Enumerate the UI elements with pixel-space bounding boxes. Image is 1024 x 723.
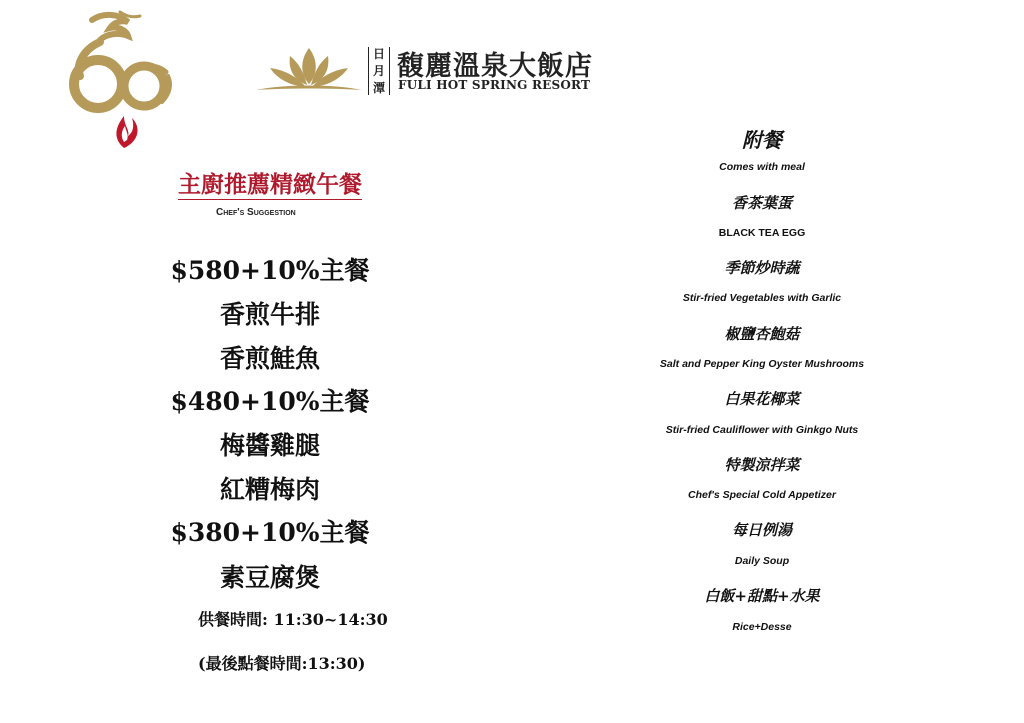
main-dish-item: 香煎牛排 [219,300,320,329]
side-dish-english: Stir-fried Vegetables with Garlic [682,292,842,304]
side-dish-english: Stir-fried Cauliflower with Ginkgo Nuts [665,424,859,436]
brand-name-english: FULI HOT SPRING RESORT [398,78,591,92]
dragon-emblem-icon [62,6,184,152]
main-dish-item: 紅糟梅肉 [219,475,320,504]
side-dish-name: 香茶葉蛋 [731,194,792,212]
side-dish-name: 白果花椰菜 [724,390,800,408]
last-order-time: (最後點餐時間:13:30) [198,654,366,673]
sides-heading: 附餐 [742,128,782,152]
side-dish-english: BLACK TEA EGG [718,227,806,239]
brand-vertical-char: 日 [372,47,385,61]
side-dish-name: 椒鹽杏鮑菇 [724,325,800,343]
menu-subtitle: Chef's Suggestion [216,207,296,218]
side-dish-english: Chef's Special Cold Appetizer [688,489,836,501]
service-hours: 供餐時間: 11:30~14:30 [198,610,388,629]
menu-title [120,166,420,199]
side-dish-name: 季節炒時蔬 [724,259,800,277]
side-dish-name: 特製涼拌菜 [724,456,800,474]
lotus-icon [254,44,364,96]
brand-vertical-mark [368,47,390,95]
brand-vertical-char: 潭 [372,81,385,95]
brand-vertical-char: 月 [372,64,385,78]
sides-heading-english: Comes with meal [719,161,805,173]
price-tier-480: $480+10%主餐 [170,387,370,416]
menu-title-text: 主廚推薦精緻午餐 [178,171,362,198]
side-dish-english: Daily Soup [734,555,790,567]
main-dish-item: 香煎鮭魚 [219,344,320,373]
side-dish-english: Salt and Pepper King Oyster Mushrooms [659,358,865,370]
price-tier-580: $580+10%主餐 [170,256,370,285]
side-dish-english: Rice+Desse [732,621,792,633]
price-tier-380: $380+10%主餐 [170,518,370,547]
main-dish-item: 梅醬雞腿 [219,431,320,460]
side-dish-name: 白飯+甜點+水果 [704,587,820,605]
side-dish-name: 每日例湯 [731,521,792,539]
main-dish-item: 素豆腐煲 [219,563,320,592]
brand-name-chinese: 馥麗溫泉大飯店 [397,51,593,82]
